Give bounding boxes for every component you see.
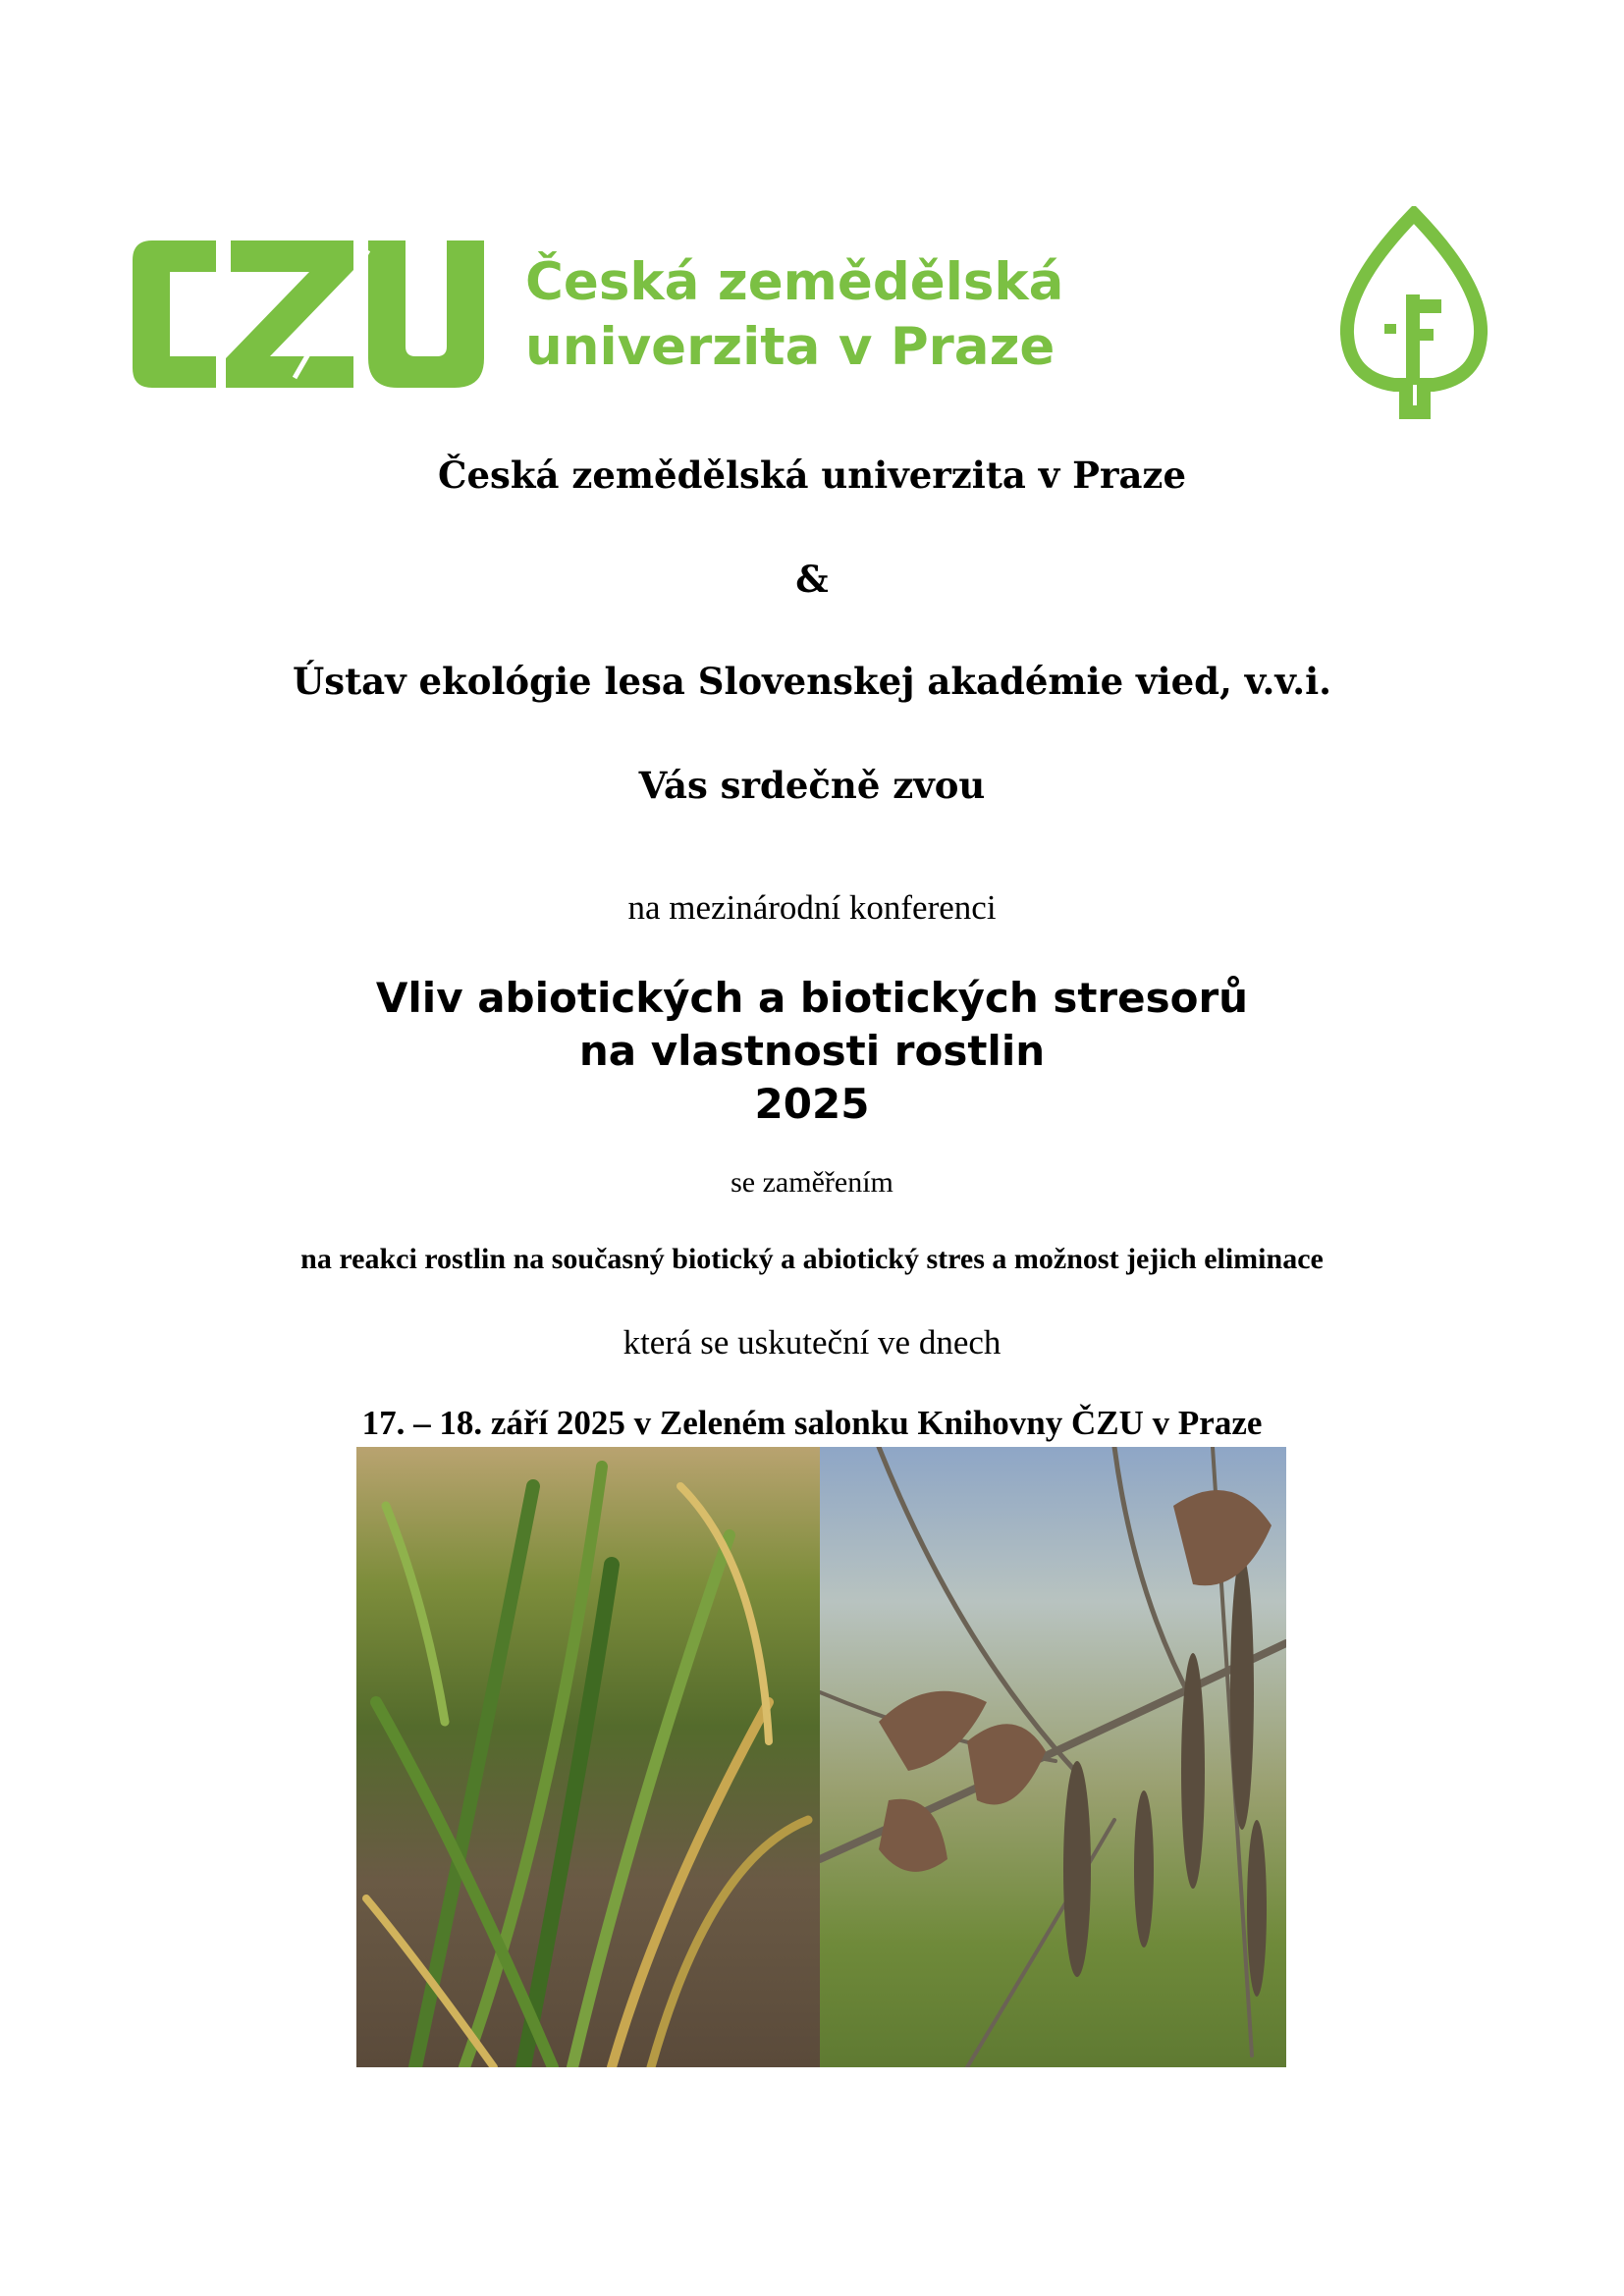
- title-line-1: Vliv abiotických a biotických stresorů: [375, 974, 1249, 1022]
- university-logo-text: [525, 250, 1063, 380]
- photo-collage: [356, 1447, 1286, 2067]
- organizer-czu: Česká zemědělská univerzita v Praze: [438, 454, 1186, 497]
- ampersand: &: [795, 558, 829, 601]
- czu-logo-icon: [123, 231, 486, 398]
- focus-text: na reakci rostlin na současný biotický a abiotický stres a možnost jejich eliminace: [300, 1243, 1324, 1275]
- conference-title: [0, 972, 1624, 1131]
- tree-catkins-photo-icon: [820, 1447, 1286, 2067]
- conference-intro: na mezinárodní konferenci: [627, 888, 997, 927]
- title-line-2: na vlastnosti rostlin: [578, 1027, 1046, 1075]
- title-line-3: 2025: [754, 1080, 870, 1128]
- invitation-text: Vás srdečně zvou: [638, 764, 986, 807]
- date-intro: která se uskuteční ve dnech: [623, 1323, 1001, 1362]
- garlic-plants-photo-icon: [356, 1447, 820, 2067]
- logo-line-1: Česká zemědělská: [525, 252, 1064, 312]
- leaf-logo-icon: [1335, 206, 1492, 422]
- organizer-sav: Ústav ekológie lesa Slovenskej akadémie vied, v.v.i.: [292, 660, 1332, 703]
- logo-line-2: univerzita v Praze: [525, 317, 1056, 377]
- date-venue: 17. – 18. září 2025 v Zeleném salonku Knihovny ČZU v Praze: [361, 1404, 1263, 1442]
- focus-intro: se zaměřením: [731, 1166, 893, 1199]
